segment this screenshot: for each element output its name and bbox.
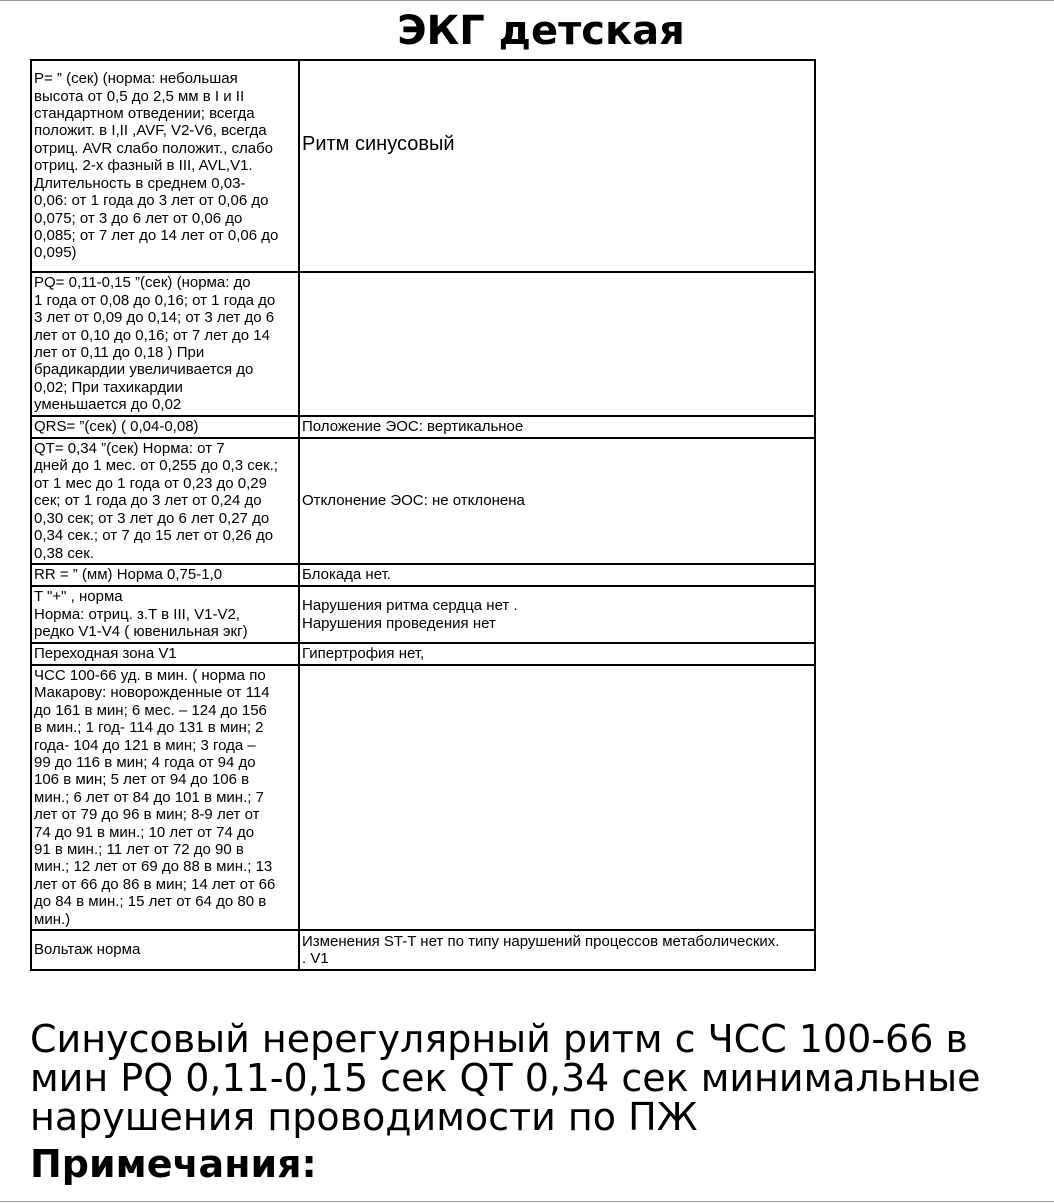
table-row-heart-rate bbox=[31, 665, 815, 930]
qrs-cell: QRS= ”(сек) ( 0,04-0,08) bbox=[31, 416, 299, 438]
block-cell: Блокада нет. bbox=[299, 564, 815, 586]
rhythm-cell: Ритм синусовый bbox=[299, 60, 815, 272]
ecg-parameters-table bbox=[30, 59, 816, 971]
voltage-cell: Вольтаж норма bbox=[31, 930, 299, 970]
t-wave-cell: T "+" , норма Норма: отриц. з.T в III, V1-V2, редко V1-V4 ( ювенильная экг) bbox=[31, 586, 299, 643]
page-title: ЭКГ детская bbox=[397, 8, 685, 54]
st-t-cell: Изменения ST-T нет по типу нарушений процессов метаболических. . V1 bbox=[299, 930, 815, 970]
top-divider bbox=[0, 0, 1054, 1]
notes-heading: Примечания: bbox=[30, 1142, 317, 1186]
table-row-transition-zone bbox=[31, 643, 815, 665]
table-row-qrs bbox=[31, 416, 815, 438]
pq-note-cell bbox=[299, 272, 815, 416]
table-row-qt bbox=[31, 438, 815, 564]
heart-rate-note-cell bbox=[299, 665, 815, 930]
conclusion-text: Синусовый нерегулярный ритм с ЧСС 100-66 в мин PQ 0,11-0,15 сек QT 0,34 сек минимальные нарушения проводимости по ПЖ bbox=[30, 1017, 981, 1139]
table-row-voltage bbox=[31, 930, 815, 970]
table-row-pq bbox=[31, 272, 815, 416]
table-row-t-wave bbox=[31, 586, 815, 643]
qt-cell: QT= 0,34 ”(сек) Норма: от 7 дней до 1 мес. от 0,255 до 0,3 сек.; от 1 мес до 1 года от 0,23 до 0,29 сек; от 1 года до 3 лет от 0,24 до 0,30 сек; от 3 лет до 6 лет 0,27 до 0,34 сек.; от 7 до 15 лет от 0,26 до 0,38 сек. bbox=[31, 438, 299, 564]
heart-rate-cell: ЧСС 100-66 уд. в мин. ( норма по Макарову: новорожденные от 114 до 161 в мин; 6 мес. – 124 до 156 в мин.; 1 год- 114 до 131 в мин; 2 года- 104 до 121 в мин; 3 года – 99 до 116 в мин; 4 года от 94 до 106 в мин; 5 лет от 94 до 106 в мин.; 6 лет от 84 до 101 в мин.; 7 лет от 79 до 96 в мин; 8-9 лет от 74 до 91 в мин.; 10 лет от 74 до 91 в мин.; 11 лет от 72 до 90 в мин.; 12 лет от 69 до 88 в мин.; 13 лет от 66 до 86 в мин; 14 лет от 66 до 84 в мин.; 15 лет от 64 до 80 в мин.) bbox=[31, 665, 299, 930]
transition-zone-cell: Переходная зона V1 bbox=[31, 643, 299, 665]
pq-cell: PQ= 0,11-0,15 ”(сек) (норма: до 1 года от 0,08 до 0,16; от 1 года до 3 лет от 0,09 до 0,14; от 3 лет до 6 лет от 0,10 до 0,16; от 7 лет до 14 лет от 0,11 до 0,18 ) При брадикардии увеличивается до 0,02; При тахикардии уменьшается до 0,02 bbox=[31, 272, 299, 416]
hypertrophy-cell: Гипертрофия нет, bbox=[299, 643, 815, 665]
table-row-p-wave bbox=[31, 60, 815, 272]
axis-deviation-cell: Отклонение ЭОС: не отклонена bbox=[299, 438, 815, 564]
axis-position-cell: Положение ЭОС: вертикальное bbox=[299, 416, 815, 438]
arrhythmia-cell: Нарушения ритма сердца нет . Нарушения проведения нет bbox=[299, 586, 815, 643]
bottom-divider bbox=[0, 1201, 1054, 1202]
table-row-rr bbox=[31, 564, 815, 586]
rr-cell: RR = ” (мм) Норма 0,75-1,0 bbox=[31, 564, 299, 586]
p-wave-cell: P= ” (сек) (норма: небольшая высота от 0,5 до 2,5 мм в I и II стандартном отведении; всегда положит. в I,II ,AVF, V2-V6, всегда отриц. AVR слабо положит., слабо отриц. 2-х фазный в III, AVL,V1. Длительность в среднем 0,03- 0,06: от 1 года до 3 лет от 0,06 до 0,075; от 3 до 6 лет от 0,06 до 0,085; от 7 лет до 14 лет от 0,06 до 0,095) bbox=[31, 60, 299, 272]
